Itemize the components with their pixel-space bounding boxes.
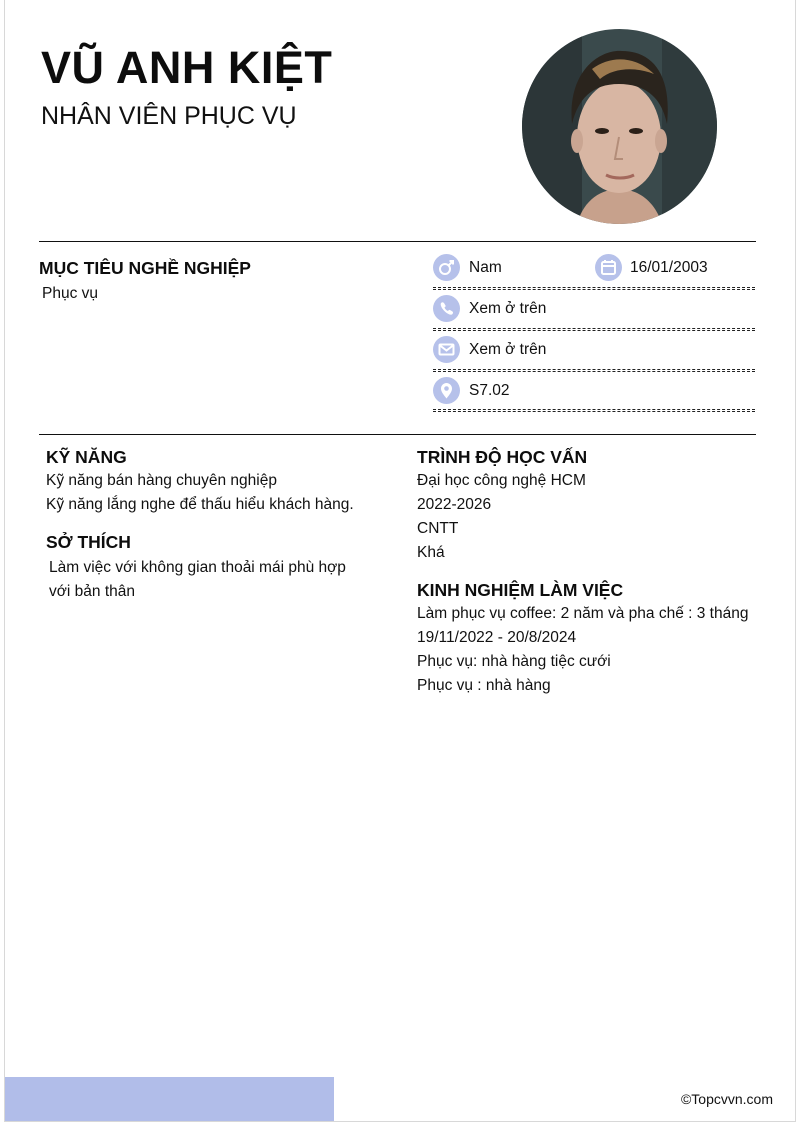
education-major: CNTT [417,520,459,537]
gender-value: Nam [469,259,502,276]
hobbies-title: SỞ THÍCH [46,532,131,552]
experience-line: Làm phục vụ coffee: 2 năm và pha chế : 3 tháng [417,605,749,622]
section-divider [39,434,756,435]
skills-title: KỸ NĂNG [46,447,127,467]
experience-title: KINH NGHIỆM LÀM VIỆC [417,580,624,600]
address-value: S7.02 [469,382,510,399]
header-divider [39,241,756,242]
objective-content: Phục vụ [42,285,99,302]
mail-icon [433,336,460,363]
calendar-icon [595,254,622,281]
contact-divider [433,409,755,412]
location-pin-icon [433,377,460,404]
email-value: Xem ở trên [469,341,547,358]
contact-divider [433,369,755,372]
skill-item: Kỹ năng bán hàng chuyên nghiệp [46,472,277,489]
footer-accent-bar [5,1077,334,1122]
gender-icon [433,254,460,281]
cv-page [4,0,796,1122]
hobbies-line: Làm việc với không gian thoải mái phù hợp [49,559,346,576]
footer-brand: ©Topcvvn.com [680,1091,773,1107]
education-school: Đại học công nghệ HCM [417,472,586,489]
candidate-position: NHÂN VIÊN PHỤC VỤ [41,102,297,130]
education-title: TRÌNH ĐỘ HỌC VẤN [417,447,588,467]
objective-title: MỤC TIÊU NGHỀ NGHIỆP [39,258,251,278]
candidate-name: VŨ ANH KIỆT [41,42,333,93]
phone-icon [433,295,460,322]
experience-line: Phục vụ : nhà hàng [417,677,551,694]
education-period: 2022-2026 [417,496,492,513]
skill-item: Kỹ năng lắng nghe để thấu hiểu khách hàng. [46,496,354,513]
phone-value: Xem ở trên [469,300,547,317]
birthday-value: 16/01/2003 [630,259,708,276]
education-grade: Khá [417,544,445,561]
experience-line: Phục vụ: nhà hàng tiệc cưới [417,653,611,670]
contact-divider [433,328,755,331]
avatar [522,29,717,224]
contact-divider [433,287,755,290]
experience-line: 19/11/2022 - 20/8/2024 [417,629,577,646]
hobbies-line: với bản thân [49,583,135,600]
